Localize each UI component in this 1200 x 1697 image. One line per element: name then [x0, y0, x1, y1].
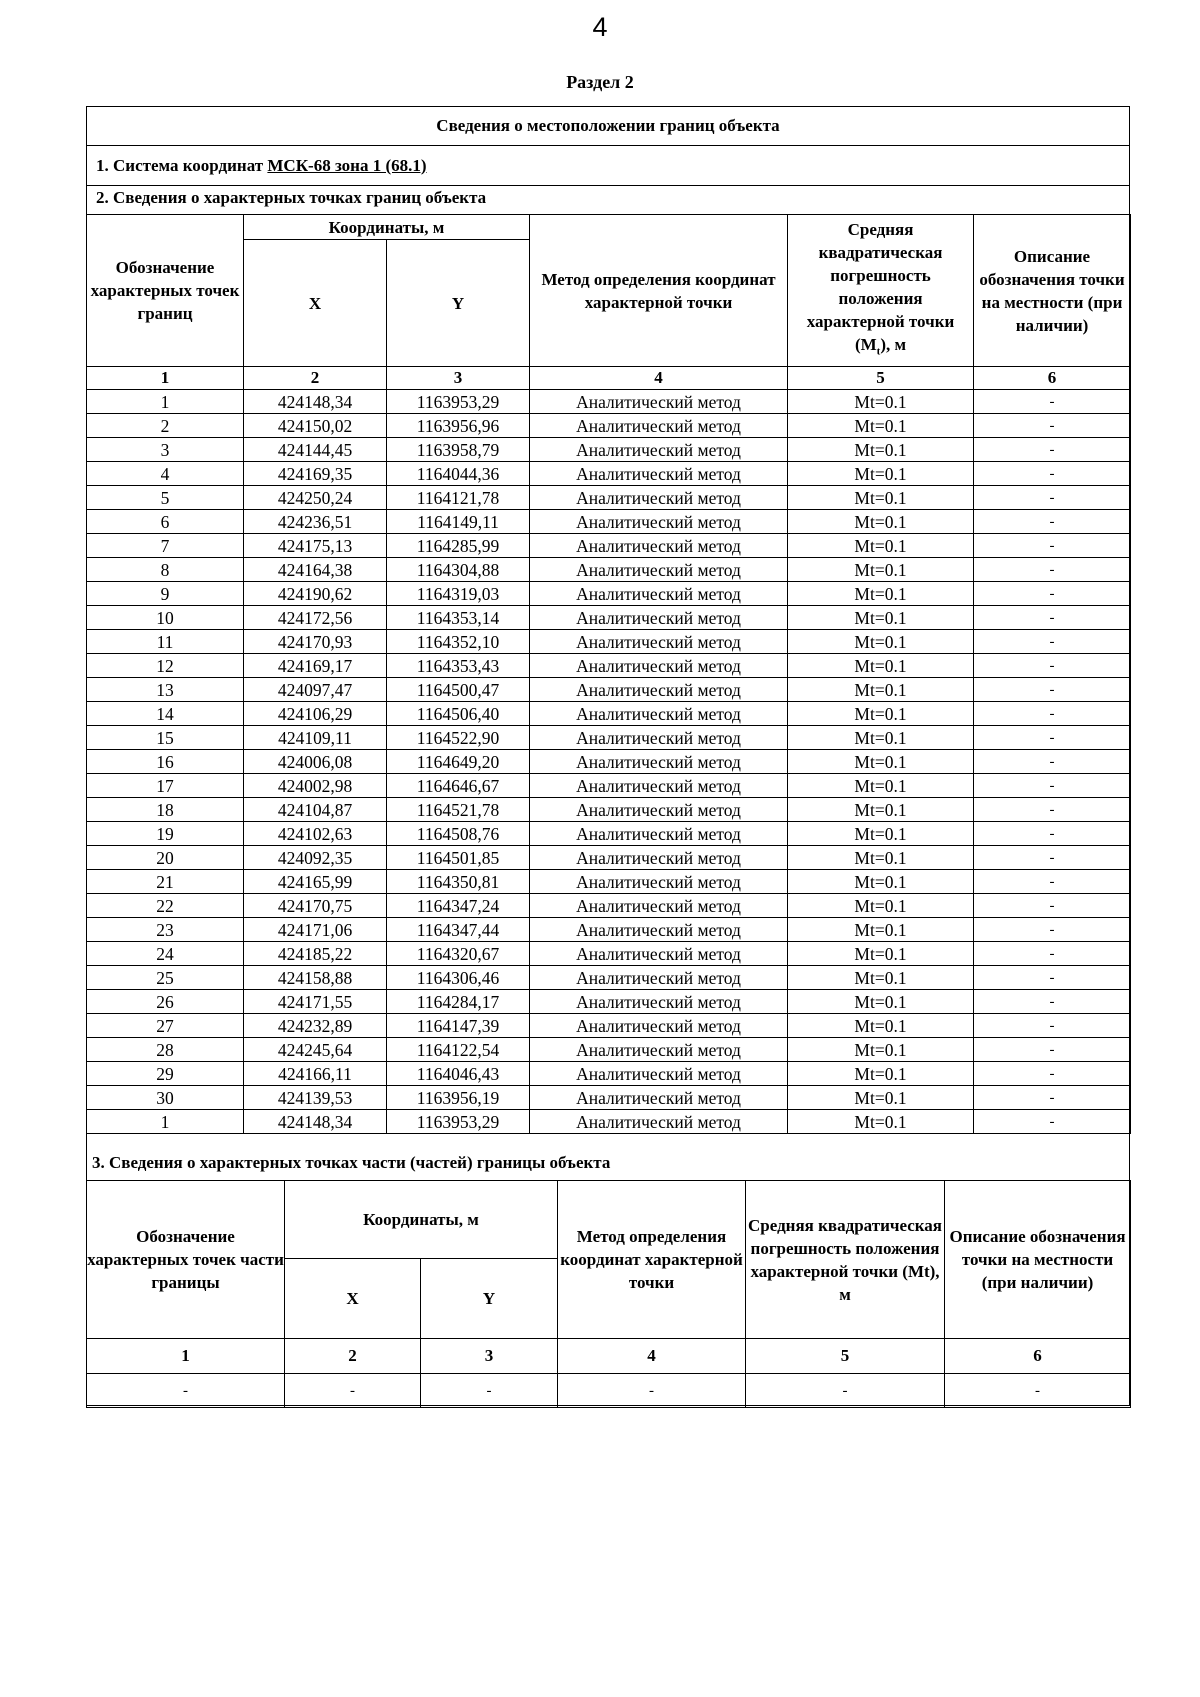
y-coordinate-cell: 1164046,43 [387, 1062, 530, 1086]
error-cell: Mt=0.1 [788, 990, 974, 1014]
main-title: Сведения о местоположении границ объекта [436, 116, 780, 135]
x-coordinate-cell: 424170,93 [244, 630, 387, 654]
error-cell: Mt=0.1 [788, 750, 974, 774]
point-number-cell: 27 [87, 1014, 244, 1038]
method-cell: - [558, 1374, 746, 1408]
y-coordinate-cell: 1164122,54 [387, 1038, 530, 1062]
column-number: 1 [87, 1339, 285, 1374]
point-number-cell: 17 [87, 774, 244, 798]
points-table-header [87, 215, 1131, 367]
point-number-cell: 30 [87, 1086, 244, 1110]
point-number-cell: 9 [87, 582, 244, 606]
method-cell: Аналитический метод [530, 582, 788, 606]
table-row [87, 582, 1131, 606]
table-row [87, 486, 1131, 510]
x-coordinate-cell: 424170,75 [244, 894, 387, 918]
y-coordinate-cell: 1164646,67 [387, 774, 530, 798]
table-row [87, 1038, 1131, 1062]
table-row [87, 774, 1131, 798]
error-cell: Mt=0.1 [788, 486, 974, 510]
point-number-cell: 7 [87, 534, 244, 558]
point-number-cell: 21 [87, 870, 244, 894]
header-error-text: Средняя квадратическая погрешность положения характерной точки (M [806, 219, 955, 354]
parts-header-description: Описание обозначения точки на местности (при наличии) [945, 1181, 1131, 1339]
parts-header-method: Метод определения координат характерной точки [558, 1181, 746, 1339]
description-cell: - [974, 918, 1131, 942]
header-error-sub: t [876, 345, 881, 358]
method-cell: Аналитический метод [530, 870, 788, 894]
table-row [87, 462, 1131, 486]
x-coordinate-cell: 424106,29 [244, 702, 387, 726]
point-number-cell: 1 [87, 390, 244, 414]
parts-table-body [87, 1374, 1131, 1408]
error-cell: Mt=0.1 [788, 822, 974, 846]
method-cell: Аналитический метод [530, 798, 788, 822]
table-row [87, 966, 1131, 990]
section-title: Раздел 2 [566, 72, 634, 92]
x-coordinate-cell: 424171,06 [244, 918, 387, 942]
y-coordinate-cell: 1164353,43 [387, 654, 530, 678]
table-row [87, 510, 1131, 534]
parts-header-coords: Координаты, м [285, 1181, 558, 1259]
description-cell: - [974, 1062, 1131, 1086]
point-number-cell: 20 [87, 846, 244, 870]
error-cell: Mt=0.1 [788, 846, 974, 870]
method-cell: Аналитический метод [530, 1038, 788, 1062]
x-coordinate-cell: 424164,38 [244, 558, 387, 582]
method-cell: Аналитический метод [530, 390, 788, 414]
header-error [788, 215, 974, 367]
y-coordinate-cell: 1163953,29 [387, 1110, 530, 1134]
x-coordinate-cell: 424175,13 [244, 534, 387, 558]
table-row [87, 414, 1131, 438]
description-cell: - [974, 870, 1131, 894]
x-coordinate-cell: 424158,88 [244, 966, 387, 990]
description-cell: - [974, 654, 1131, 678]
method-cell: Аналитический метод [530, 630, 788, 654]
y-coordinate-cell: - [421, 1374, 558, 1408]
points-title: 2. Сведения о характерных точках границ объекта [96, 188, 487, 207]
column-number: 4 [558, 1339, 746, 1374]
description-cell: - [974, 558, 1131, 582]
method-cell: Аналитический метод [530, 750, 788, 774]
method-cell: Аналитический метод [530, 1014, 788, 1038]
points-table-body [87, 390, 1131, 1134]
error-cell: Mt=0.1 [788, 1110, 974, 1134]
y-coordinate-cell: 1164649,20 [387, 750, 530, 774]
error-cell: Mt=0.1 [788, 582, 974, 606]
method-cell: Аналитический метод [530, 606, 788, 630]
coord-system-line [96, 156, 427, 176]
error-cell: Mt=0.1 [788, 726, 974, 750]
point-number-cell: 1 [87, 1110, 244, 1134]
table-row [87, 822, 1131, 846]
error-cell: Mt=0.1 [788, 558, 974, 582]
method-cell: Аналитический метод [530, 702, 788, 726]
point-number-cell: 3 [87, 438, 244, 462]
error-cell: Mt=0.1 [788, 918, 974, 942]
description-cell: - [974, 582, 1131, 606]
point-number-cell: 16 [87, 750, 244, 774]
description-cell: - [974, 390, 1131, 414]
description-cell: - [974, 606, 1131, 630]
x-coordinate-cell: - [285, 1374, 421, 1408]
point-number-cell: 2 [87, 414, 244, 438]
x-coordinate-cell: 424232,89 [244, 1014, 387, 1038]
table-row [87, 798, 1131, 822]
point-number-cell: 22 [87, 894, 244, 918]
method-cell: Аналитический метод [530, 486, 788, 510]
table-row [87, 750, 1131, 774]
point-number-cell: 18 [87, 798, 244, 822]
column-number: 6 [945, 1339, 1131, 1374]
y-coordinate-cell: 1164352,10 [387, 630, 530, 654]
header-coords: Координаты, м [244, 215, 530, 240]
coord-system-prefix: 1. Система координат [96, 156, 268, 175]
column-number: 5 [788, 367, 974, 390]
table-row [87, 726, 1131, 750]
parts-column-number-row [87, 1339, 1131, 1374]
point-number-cell: 12 [87, 654, 244, 678]
method-cell: Аналитический метод [530, 678, 788, 702]
point-number-cell: 23 [87, 918, 244, 942]
table-row [87, 870, 1131, 894]
divider [86, 145, 1130, 146]
table-row [87, 1014, 1131, 1038]
column-number: 2 [285, 1339, 421, 1374]
x-coordinate-cell: 424102,63 [244, 822, 387, 846]
method-cell: Аналитический метод [530, 654, 788, 678]
method-cell: Аналитический метод [530, 1062, 788, 1086]
error-cell: Mt=0.1 [788, 1038, 974, 1062]
point-number-cell: 26 [87, 990, 244, 1014]
header-y: Y [387, 240, 530, 367]
x-coordinate-cell: 424171,55 [244, 990, 387, 1014]
error-cell: Mt=0.1 [788, 510, 974, 534]
y-coordinate-cell: 1164306,46 [387, 966, 530, 990]
points-table [86, 214, 1131, 1134]
y-coordinate-cell: 1163953,29 [387, 390, 530, 414]
table-row [87, 846, 1131, 870]
error-cell: Mt=0.1 [788, 1014, 974, 1038]
table-row [87, 1062, 1131, 1086]
y-coordinate-cell: 1164521,78 [387, 798, 530, 822]
header-designation: Обозначение характерных точек границ [87, 215, 244, 367]
parts-header-error: Средняя квадратическая погрешность положения характерной точки (Mt), м [746, 1181, 945, 1339]
column-number: 3 [421, 1339, 558, 1374]
parts-title: 3. Сведения о характерных точках части (частей) границы объекта [92, 1153, 611, 1172]
table-row [87, 1086, 1131, 1110]
column-number: 5 [746, 1339, 945, 1374]
method-cell: Аналитический метод [530, 414, 788, 438]
table-row [87, 1374, 1131, 1408]
method-cell: Аналитический метод [530, 726, 788, 750]
y-coordinate-cell: 1164285,99 [387, 534, 530, 558]
y-coordinate-cell: 1163956,19 [387, 1086, 530, 1110]
point-number-cell: 4 [87, 462, 244, 486]
y-coordinate-cell: 1164149,11 [387, 510, 530, 534]
error-cell: Mt=0.1 [788, 798, 974, 822]
y-coordinate-cell: 1164506,40 [387, 702, 530, 726]
method-cell: Аналитический метод [530, 534, 788, 558]
y-coordinate-cell: 1164508,76 [387, 822, 530, 846]
y-coordinate-cell: 1164353,14 [387, 606, 530, 630]
coord-system-value: МСК-68 зона 1 (68.1) [267, 156, 427, 175]
y-coordinate-cell: 1164347,24 [387, 894, 530, 918]
error-cell: Mt=0.1 [788, 942, 974, 966]
method-cell: Аналитический метод [530, 942, 788, 966]
description-cell: - [974, 630, 1131, 654]
y-coordinate-cell: 1163956,96 [387, 414, 530, 438]
table-row [87, 678, 1131, 702]
method-cell: Аналитический метод [530, 918, 788, 942]
y-coordinate-cell: 1163958,79 [387, 438, 530, 462]
header-description: Описание обозначения точки на местности (при наличии) [974, 215, 1131, 367]
point-number-cell: 10 [87, 606, 244, 630]
error-cell: Mt=0.1 [788, 678, 974, 702]
table-row [87, 390, 1131, 414]
column-number: 4 [530, 367, 788, 390]
description-cell: - [974, 966, 1131, 990]
point-number-cell: 5 [87, 486, 244, 510]
description-cell: - [974, 486, 1131, 510]
method-cell: Аналитический метод [530, 846, 788, 870]
description-cell: - [974, 726, 1131, 750]
column-number: 6 [974, 367, 1131, 390]
description-cell: - [974, 990, 1131, 1014]
error-cell: Mt=0.1 [788, 630, 974, 654]
x-coordinate-cell: 424144,45 [244, 438, 387, 462]
description-cell: - [974, 1086, 1131, 1110]
x-coordinate-cell: 424250,24 [244, 486, 387, 510]
description-cell: - [974, 678, 1131, 702]
table-row [87, 918, 1131, 942]
x-coordinate-cell: 424185,22 [244, 942, 387, 966]
description-cell: - [974, 438, 1131, 462]
y-coordinate-cell: 1164147,39 [387, 1014, 530, 1038]
error-cell: Mt=0.1 [788, 702, 974, 726]
table-row [87, 1110, 1131, 1134]
table-row [87, 894, 1131, 918]
description-cell: - [974, 462, 1131, 486]
header-method: Метод определения координат характерной точки [530, 215, 788, 367]
y-coordinate-cell: 1164522,90 [387, 726, 530, 750]
table-row [87, 606, 1131, 630]
point-number-cell: 6 [87, 510, 244, 534]
method-cell: Аналитический метод [530, 966, 788, 990]
table-row [87, 942, 1131, 966]
method-cell: Аналитический метод [530, 462, 788, 486]
description-cell: - [974, 846, 1131, 870]
y-coordinate-cell: 1164350,81 [387, 870, 530, 894]
description-cell: - [974, 702, 1131, 726]
description-cell: - [945, 1374, 1131, 1408]
method-cell: Аналитический метод [530, 894, 788, 918]
description-cell: - [974, 822, 1131, 846]
x-coordinate-cell: 424169,17 [244, 654, 387, 678]
y-coordinate-cell: 1164500,47 [387, 678, 530, 702]
column-number: 3 [387, 367, 530, 390]
point-number-cell: 15 [87, 726, 244, 750]
table-row [87, 990, 1131, 1014]
x-coordinate-cell: 424150,02 [244, 414, 387, 438]
x-coordinate-cell: 424139,53 [244, 1086, 387, 1110]
x-coordinate-cell: 424172,56 [244, 606, 387, 630]
parts-header-designation: Обозначение характерных точек части границы [87, 1181, 285, 1339]
method-cell: Аналитический метод [530, 774, 788, 798]
point-number-cell: 25 [87, 966, 244, 990]
y-coordinate-cell: 1164319,03 [387, 582, 530, 606]
description-cell: - [974, 1014, 1131, 1038]
description-cell: - [974, 750, 1131, 774]
x-coordinate-cell: 424245,64 [244, 1038, 387, 1062]
table-row [87, 438, 1131, 462]
error-cell: Mt=0.1 [788, 870, 974, 894]
y-coordinate-cell: 1164284,17 [387, 990, 530, 1014]
y-coordinate-cell: 1164320,67 [387, 942, 530, 966]
y-coordinate-cell: 1164044,36 [387, 462, 530, 486]
point-number-cell: - [87, 1374, 285, 1408]
x-coordinate-cell: 424104,87 [244, 798, 387, 822]
table-row [87, 654, 1131, 678]
description-cell: - [974, 534, 1131, 558]
parts-header-x: X [285, 1259, 421, 1339]
divider [86, 185, 1130, 186]
description-cell: - [974, 774, 1131, 798]
y-coordinate-cell: 1164121,78 [387, 486, 530, 510]
table-row [87, 534, 1131, 558]
method-cell: Аналитический метод [530, 558, 788, 582]
column-number-row [87, 367, 1131, 390]
column-number: 1 [87, 367, 244, 390]
method-cell: Аналитический метод [530, 438, 788, 462]
description-cell: - [974, 1110, 1131, 1134]
error-cell: Mt=0.1 [788, 654, 974, 678]
error-cell: Mt=0.1 [788, 774, 974, 798]
method-cell: Аналитический метод [530, 822, 788, 846]
x-coordinate-cell: 424165,99 [244, 870, 387, 894]
error-cell: Mt=0.1 [788, 606, 974, 630]
error-cell: Mt=0.1 [788, 894, 974, 918]
x-coordinate-cell: 424006,08 [244, 750, 387, 774]
page-number: 4 [592, 12, 608, 42]
point-number-cell: 14 [87, 702, 244, 726]
point-number-cell: 11 [87, 630, 244, 654]
error-cell: Mt=0.1 [788, 438, 974, 462]
table-row [87, 630, 1131, 654]
x-coordinate-cell: 424236,51 [244, 510, 387, 534]
x-coordinate-cell: 424092,35 [244, 846, 387, 870]
x-coordinate-cell: 424148,34 [244, 1110, 387, 1134]
method-cell: Аналитический метод [530, 510, 788, 534]
parts-table [86, 1180, 1131, 1408]
error-cell: Mt=0.1 [788, 1062, 974, 1086]
column-number: 2 [244, 367, 387, 390]
point-number-cell: 8 [87, 558, 244, 582]
y-coordinate-cell: 1164304,88 [387, 558, 530, 582]
error-cell: Mt=0.1 [788, 390, 974, 414]
method-cell: Аналитический метод [530, 990, 788, 1014]
description-cell: - [974, 414, 1131, 438]
header-error-tail: ), м [880, 334, 907, 354]
description-cell: - [974, 1038, 1131, 1062]
description-cell: - [974, 942, 1131, 966]
point-number-cell: 28 [87, 1038, 244, 1062]
description-cell: - [974, 894, 1131, 918]
point-number-cell: 29 [87, 1062, 244, 1086]
x-coordinate-cell: 424002,98 [244, 774, 387, 798]
error-cell: Mt=0.1 [788, 534, 974, 558]
method-cell: Аналитический метод [530, 1110, 788, 1134]
description-cell: - [974, 510, 1131, 534]
description-cell: - [974, 798, 1131, 822]
y-coordinate-cell: 1164347,44 [387, 918, 530, 942]
error-cell: - [746, 1374, 945, 1408]
error-cell: Mt=0.1 [788, 1086, 974, 1110]
point-number-cell: 13 [87, 678, 244, 702]
error-cell: Mt=0.1 [788, 414, 974, 438]
method-cell: Аналитический метод [530, 1086, 788, 1110]
y-coordinate-cell: 1164501,85 [387, 846, 530, 870]
x-coordinate-cell: 424166,11 [244, 1062, 387, 1086]
table-row [87, 702, 1131, 726]
error-cell: Mt=0.1 [788, 966, 974, 990]
x-coordinate-cell: 424148,34 [244, 390, 387, 414]
table-row [87, 558, 1131, 582]
x-coordinate-cell: 424190,62 [244, 582, 387, 606]
x-coordinate-cell: 424169,35 [244, 462, 387, 486]
point-number-cell: 19 [87, 822, 244, 846]
parts-header-y: Y [421, 1259, 558, 1339]
error-cell: Mt=0.1 [788, 462, 974, 486]
x-coordinate-cell: 424109,11 [244, 726, 387, 750]
header-x: X [244, 240, 387, 367]
point-number-cell: 24 [87, 942, 244, 966]
x-coordinate-cell: 424097,47 [244, 678, 387, 702]
